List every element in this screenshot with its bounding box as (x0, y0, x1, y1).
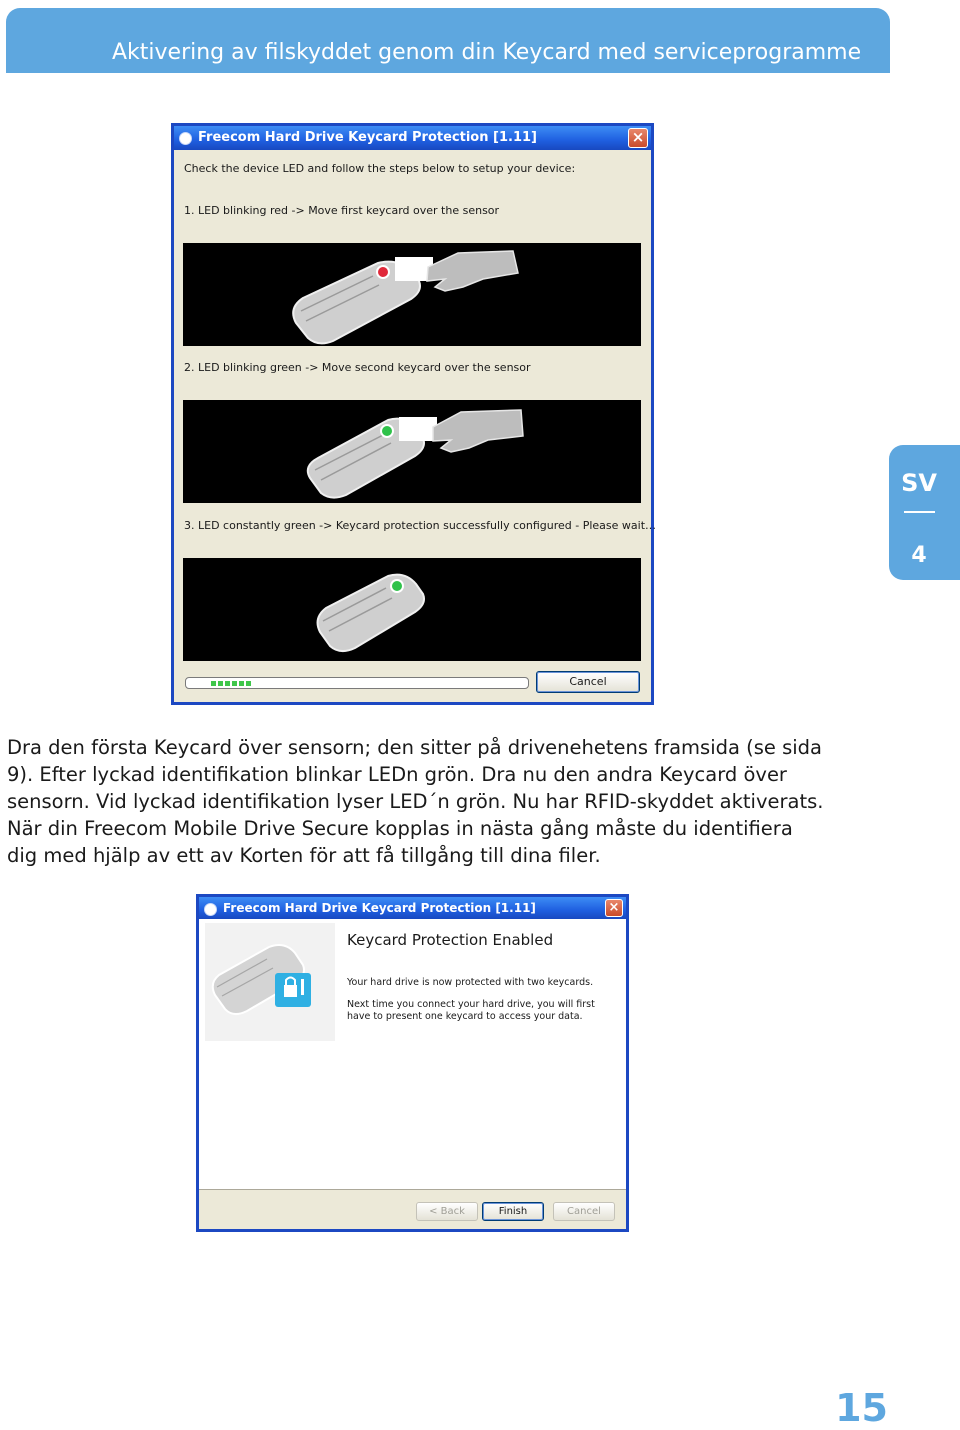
next-time-instructions: Next time you connect your hard drive, you will first have to present one keycard to access your data. (347, 999, 595, 1022)
step-2-text: 2. LED blinking green -> Move second keycard over the sensor (184, 361, 531, 374)
step-1-illustration (183, 243, 641, 346)
close-button[interactable]: × (628, 128, 648, 148)
drive-keycard-illustration (183, 400, 641, 503)
instruction-paragraph: Dra den första Keycard över sensorn; den sitter på drivenehetens framsida (se sida 9). Efter lyckad identifikation blinkar LEDn grön. Dra nu den andra Keycard över sensorn. Vid lyckad identifikation lyser LED´n grön. Nu har RFID-skyddet aktiverats. När din Freecom Mobile Drive Secure kopplas in nästa gång måste du identifiera dig med hjälp av ett av Korten för att få tillgång till dina filer. (7, 736, 824, 867)
app-icon (179, 132, 192, 145)
finish-button[interactable]: Finish (482, 1202, 544, 1221)
keycard (399, 417, 437, 441)
protection-status-text: Your hard drive is now protected with two keycards. (347, 977, 594, 988)
keycard-setup-dialog (171, 123, 657, 705)
hard-drive-icon (318, 575, 424, 651)
hand-icon (433, 410, 523, 452)
cancel-button[interactable]: Cancel (536, 671, 640, 693)
chapter-title: Aktivering av filskyddet genom din Keycard med serviceprogramme (112, 40, 862, 65)
hand-icon (427, 251, 518, 291)
step-1-text: 1. LED blinking red -> Move first keycard over the sensor (184, 204, 500, 217)
back-button[interactable]: < Back (416, 1202, 478, 1221)
tab-divider (904, 511, 935, 513)
setup-instructions: Check the device LED and follow the steps below to setup your device: (184, 162, 576, 175)
page-number: 15 (835, 1386, 888, 1430)
protection-enabled-dialog (196, 894, 629, 1232)
app-icon (204, 903, 217, 916)
dialog-heading: Keycard Protection Enabled (347, 931, 554, 949)
wizard-content (199, 919, 626, 1189)
close-button[interactable]: × (605, 899, 623, 917)
dialog-titlebar (174, 126, 651, 150)
step-3-text: 3. LED constantly green -> Keycard protection successfully configured - Please wait… (184, 519, 657, 532)
dialog-titlebar (199, 897, 626, 919)
setup-progress-bar (185, 677, 529, 689)
dialog-title: Freecom Hard Drive Keycard Protection [1.11] (223, 901, 536, 915)
button-divider (199, 1189, 626, 1190)
step-2-illustration (183, 400, 641, 503)
language-section-tab (889, 445, 960, 580)
drive-keycard-illustration (183, 243, 641, 346)
dialog-title: Freecom Hard Drive Keycard Protection [1.11] (198, 130, 537, 145)
step-3-illustration (183, 558, 641, 661)
drive-illustration (183, 558, 641, 661)
cancel-button[interactable]: Cancel (553, 1202, 615, 1221)
language-code: SV (901, 469, 937, 497)
locked-drive-icon (205, 923, 335, 1043)
section-number: 4 (911, 543, 927, 568)
